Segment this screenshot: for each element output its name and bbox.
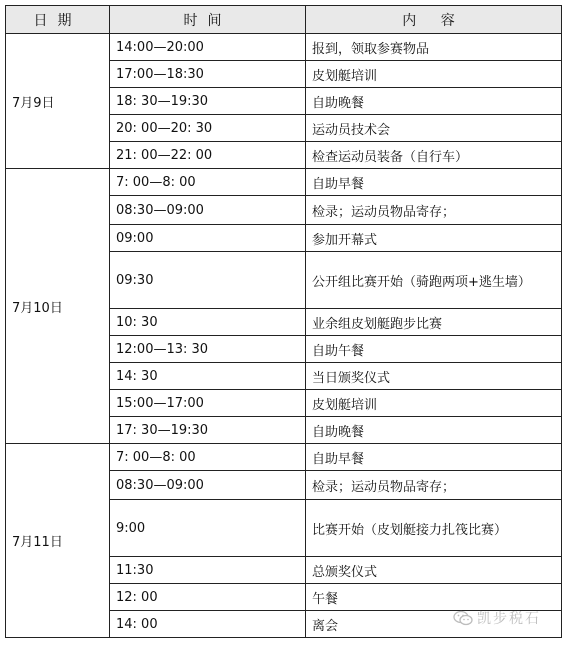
time-cell: 20: 00—20: 30	[110, 115, 306, 142]
watermark	[453, 608, 541, 628]
time-cell: 09:30	[110, 252, 306, 309]
event-cell: 总颁奖仪式	[306, 557, 562, 584]
event-cell: 自助晚餐	[306, 88, 562, 115]
event-cell: 自助早餐	[306, 444, 562, 471]
time-cell: 7: 00—8: 00	[110, 444, 306, 471]
event-cell: 离会	[306, 611, 562, 638]
wechat-icon	[453, 610, 473, 626]
event-cell: 当日颁奖仪式	[306, 363, 562, 390]
schedule-table	[5, 5, 562, 638]
event-cell: 运动员技术会	[306, 115, 562, 142]
time-cell: 08:30—09:00	[110, 471, 306, 500]
event-cell: 报到，领取参赛物品	[306, 34, 562, 61]
date-cell: 7月9日	[6, 34, 110, 169]
time-cell: 14:00—20:00	[110, 34, 306, 61]
time-cell: 9:00	[110, 500, 306, 557]
header-date: 日期	[6, 6, 110, 34]
event-cell: 自助午餐	[306, 336, 562, 363]
time-cell: 17:00—18:30	[110, 61, 306, 88]
time-cell: 21: 00—22: 00	[110, 142, 306, 169]
header-content: 内 容	[306, 6, 562, 34]
event-cell: 公开组比赛开始（骑跑两项+逃生墙）	[306, 252, 562, 309]
time-cell: 09:00	[110, 225, 306, 252]
time-cell: 17: 30—19:30	[110, 417, 306, 444]
event-cell: 比赛开始（皮划艇接力扎筏比赛）	[306, 500, 562, 557]
table-row	[6, 169, 562, 196]
event-cell: 业余组皮划艇跑步比赛	[306, 309, 562, 336]
event-cell: 参加开幕式	[306, 225, 562, 252]
event-cell: 自助早餐	[306, 169, 562, 196]
event-cell: 皮划艇培训	[306, 390, 562, 417]
event-cell: 午餐	[306, 584, 562, 611]
time-cell: 12:00—13: 30	[110, 336, 306, 363]
header-time: 时间	[110, 6, 306, 34]
time-cell: 10: 30	[110, 309, 306, 336]
time-cell: 7: 00—8: 00	[110, 169, 306, 196]
time-cell: 14: 30	[110, 363, 306, 390]
event-cell: 自助晚餐	[306, 417, 562, 444]
time-cell: 12: 00	[110, 584, 306, 611]
event-cell: 皮划艇培训	[306, 61, 562, 88]
time-cell: 11:30	[110, 557, 306, 584]
time-cell: 14: 00	[110, 611, 306, 638]
time-cell: 08:30—09:00	[110, 196, 306, 225]
header-row	[6, 6, 562, 34]
date-cell: 7月11日	[6, 444, 110, 638]
event-cell: 检录；运动员物品寄存；	[306, 471, 562, 500]
table-row	[6, 444, 562, 471]
table-row	[6, 34, 562, 61]
event-cell: 检录；运动员物品寄存；	[306, 196, 562, 225]
event-cell: 检查运动员装备（自行车）	[306, 142, 562, 169]
watermark-text: 凯步税石	[477, 611, 541, 627]
date-cell: 7月10日	[6, 169, 110, 444]
time-cell: 15:00—17:00	[110, 390, 306, 417]
time-cell: 18: 30—19:30	[110, 88, 306, 115]
